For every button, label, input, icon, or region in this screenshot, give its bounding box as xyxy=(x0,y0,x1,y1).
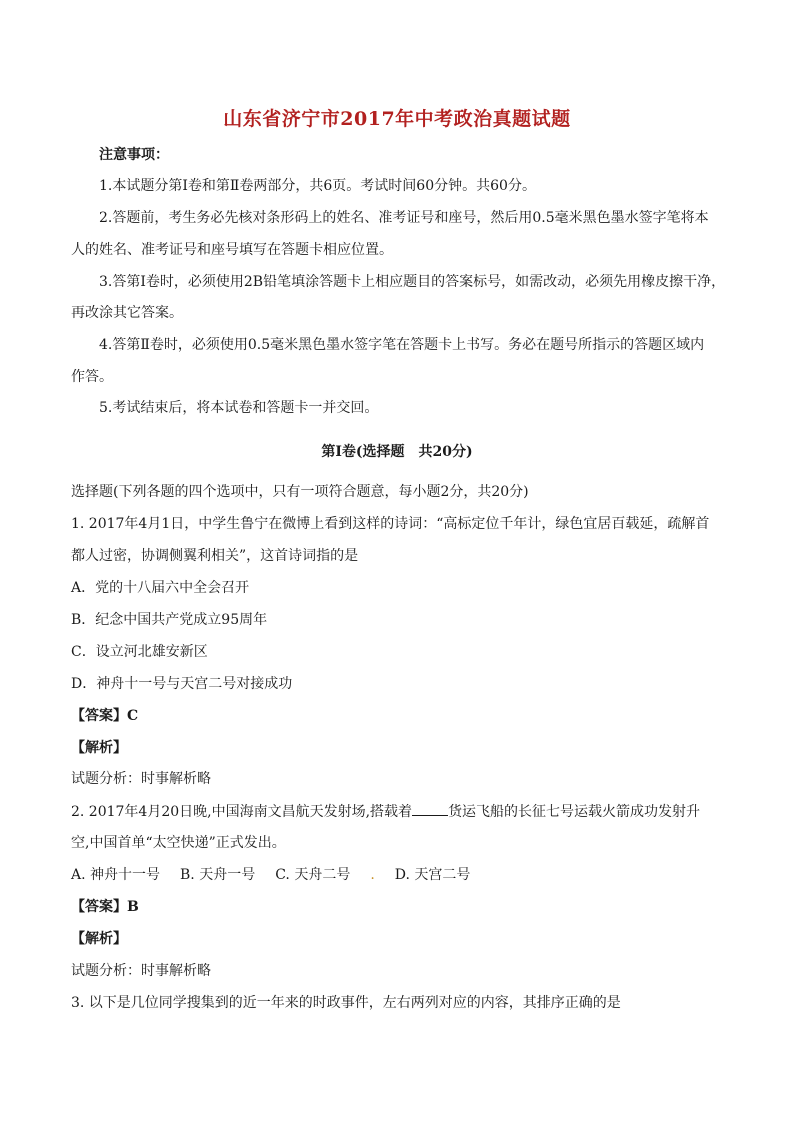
q2-options-row xyxy=(71,865,490,885)
q1-answer: 【答案】C xyxy=(71,708,139,724)
q3-stem: 3. 以下是几位同学搜集到的近一年来的时政事件，左右两列对应的内容，其排序正确的是 xyxy=(71,995,621,1011)
q1-option-a: A．党的十八届六中全会召开 xyxy=(71,580,250,596)
notice-item-3-line-2: 再改涂其它答案。 xyxy=(71,305,183,321)
q1-stem-line-2: 都人过密，协调侧翼利相关”，这首诗词指的是 xyxy=(71,548,359,564)
page-title: 山东省济宁市2017年中考政治真题试题 xyxy=(223,108,571,130)
q2-analysis-label: 【解析】 xyxy=(71,931,127,947)
notice-item-3-line-1: 3.答第Ⅰ卷时，必须使用2B铅笔填涂答题卡上相应题目的答案标号，如需改动，必须先用橡皮擦干净， xyxy=(99,274,726,290)
notice-item-2-line-2: 人的姓名、准考证号和座号填写在答题卡相应位置。 xyxy=(71,242,393,258)
q1-option-d: D．神舟十一号与天宫二号对接成功 xyxy=(71,676,293,692)
q2-option-b: B. 天舟一号 xyxy=(180,867,256,883)
notice-heading: 注意事项： xyxy=(99,147,169,163)
notice-item-2-line-1: 2.答题前，考生务必先核对条形码上的姓名、准考证号和座号，然后用0.5毫米黑色墨水签字笔将本 xyxy=(99,210,709,226)
q2-stray-dot: . xyxy=(370,867,375,883)
q1-option-c: C．设立河北雄安新区 xyxy=(71,644,208,660)
notice-item-1: 1.本试题分第Ⅰ卷和第Ⅱ卷两部分，共6页。考试时间60分钟。共60分。 xyxy=(99,178,536,194)
section-1-title: 第Ⅰ卷(选择题 共20分) xyxy=(321,444,473,460)
q2-analysis: 试题分析：时事解析略 xyxy=(71,963,211,979)
q2-answer: 【答案】B xyxy=(71,899,139,915)
q2-stem-part-b: 货运飞船的长征七号运载火箭成功发射升 xyxy=(448,804,701,820)
choice-intro: 选择题(下列各题的四个选项中，只有一项符合题意，每小题2分，共20分) xyxy=(71,484,529,500)
notice-item-4-line-2: 作答。 xyxy=(71,369,113,385)
q2-option-a: A. 神舟十一号 xyxy=(71,867,161,883)
notice-item-4-line-1: 4.答第Ⅱ卷时，必须使用0.5毫米黑色墨水签字笔在答题卡上书写。务必在题号所指示的答题区域内 xyxy=(99,337,705,353)
q2-option-c: C. 天舟二号 xyxy=(275,867,351,883)
q2-stem-line-1 xyxy=(71,801,700,822)
q2-option-d: D. 天宫二号 xyxy=(394,867,471,883)
q1-analysis-label: 【解析】 xyxy=(71,740,127,756)
q2-answer-blank xyxy=(412,801,448,816)
q1-analysis: 试题分析：时事解析略 xyxy=(71,771,211,787)
q1-stem-line-1: 1. 2017年4月1日，中学生鲁宁在微博上看到这样的诗词：“高标定位千年计，绿色宜居百载延，疏解首 xyxy=(71,516,710,532)
notice-item-5: 5.考试结束后，将本试卷和答题卡一并交回。 xyxy=(99,400,379,416)
q1-option-b: B．纪念中国共产党成立95周年 xyxy=(71,612,268,628)
q2-stem-line-2: 空,中国首单“太空快递”正式发出。 xyxy=(71,835,286,851)
q2-stem-part-a: 2. 2017年4月20日晚,中国海南文昌航天发射场,搭载着 xyxy=(71,804,413,820)
